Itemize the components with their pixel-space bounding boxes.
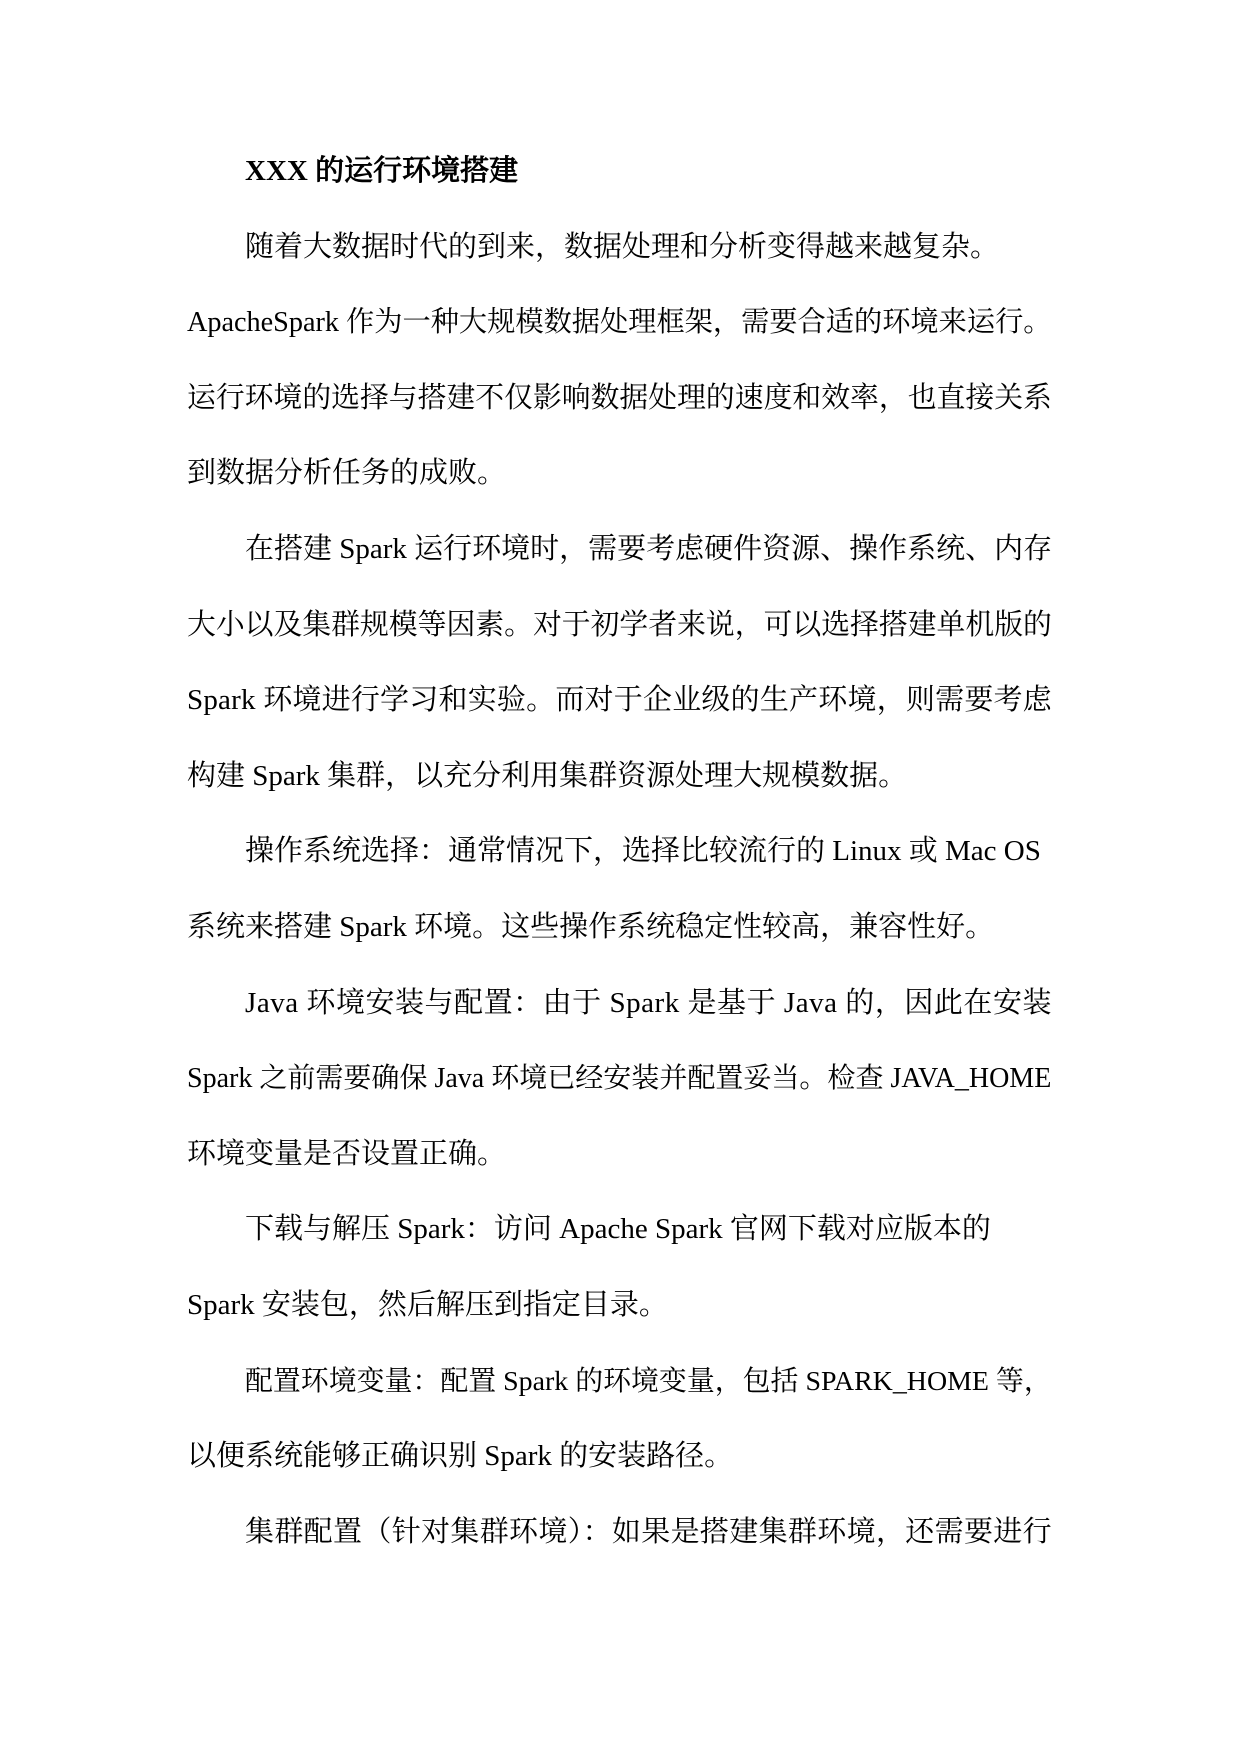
paragraph-3: [187, 814, 1054, 965]
paragraph-line: 下载与解压 Spark：访问 Apache Spark 官网下载对应版本的: [245, 1213, 991, 1246]
paragraph-line: 构建 Spark 集群，以充分利用集群资源处理大规模数据。: [187, 759, 908, 792]
document-body: [187, 134, 1054, 1570]
paragraph-line: 配置环境变量：配置 Spark 的环境变量，包括 SPARK_HOME 等，: [245, 1365, 1052, 1397]
document-title: XXX 的运行环境搭建: [245, 155, 519, 187]
paragraph-line: 在搭建 Spark 运行环境时，需要考虑硬件资源、操作系统、内存: [245, 532, 1053, 565]
paragraph-1: [187, 210, 1054, 512]
paragraph-line: 操作系统选择：通常情况下，选择比较流行的 Linux 或 Mac OS: [245, 835, 1041, 868]
paragraph-line: 环境变量是否设置正确。: [187, 1137, 507, 1170]
paragraph-line: 系统来搭建 Spark 环境。这些操作系统稳定性较高，兼容性好。: [187, 910, 995, 943]
paragraph-5: [187, 1192, 1054, 1343]
paragraph-line: 随着大数据时代的到来，数据处理和分析变得越来越复杂。: [245, 230, 1000, 263]
paragraph-line: 到数据分析任务的成败。: [187, 457, 507, 490]
paragraph-line: 大小以及集群规模等因素。对于初学者来说，可以选择搭建单机版的: [187, 608, 1052, 641]
paragraph-2: [187, 512, 1054, 814]
paragraph-line: Spark 之前需要确保 Java 环境已经安装并配置妥当。检查 JAVA_HOME: [187, 1063, 1052, 1095]
paragraph-line: ApacheSpark 作为一种大规模数据处理框架，需要合适的环境来运行。: [187, 307, 1052, 339]
paragraph-line: 运行环境的选择与搭建不仅影响数据处理的速度和效率，也直接关系: [187, 381, 1052, 414]
paragraph-line: Spark 安装包，然后解压到指定目录。: [187, 1288, 668, 1321]
paragraph-4: [187, 966, 1054, 1193]
paragraph-line: 集群配置（针对集群环境）：如果是搭建集群环境，还需要进行: [245, 1515, 1052, 1548]
paragraph-line: Spark 环境进行学习和实验。而对于企业级的生产环境，则需要考虑: [187, 684, 1052, 717]
paragraph-line: Java 环境安装与配置：由于 Spark 是基于 Java 的，因此在安装: [245, 986, 1052, 1019]
paragraph-line: 以便系统能够正确识别 Spark 的安装路径。: [187, 1440, 734, 1473]
paragraph-6: [187, 1344, 1054, 1495]
paragraph-7: [187, 1495, 1054, 1571]
